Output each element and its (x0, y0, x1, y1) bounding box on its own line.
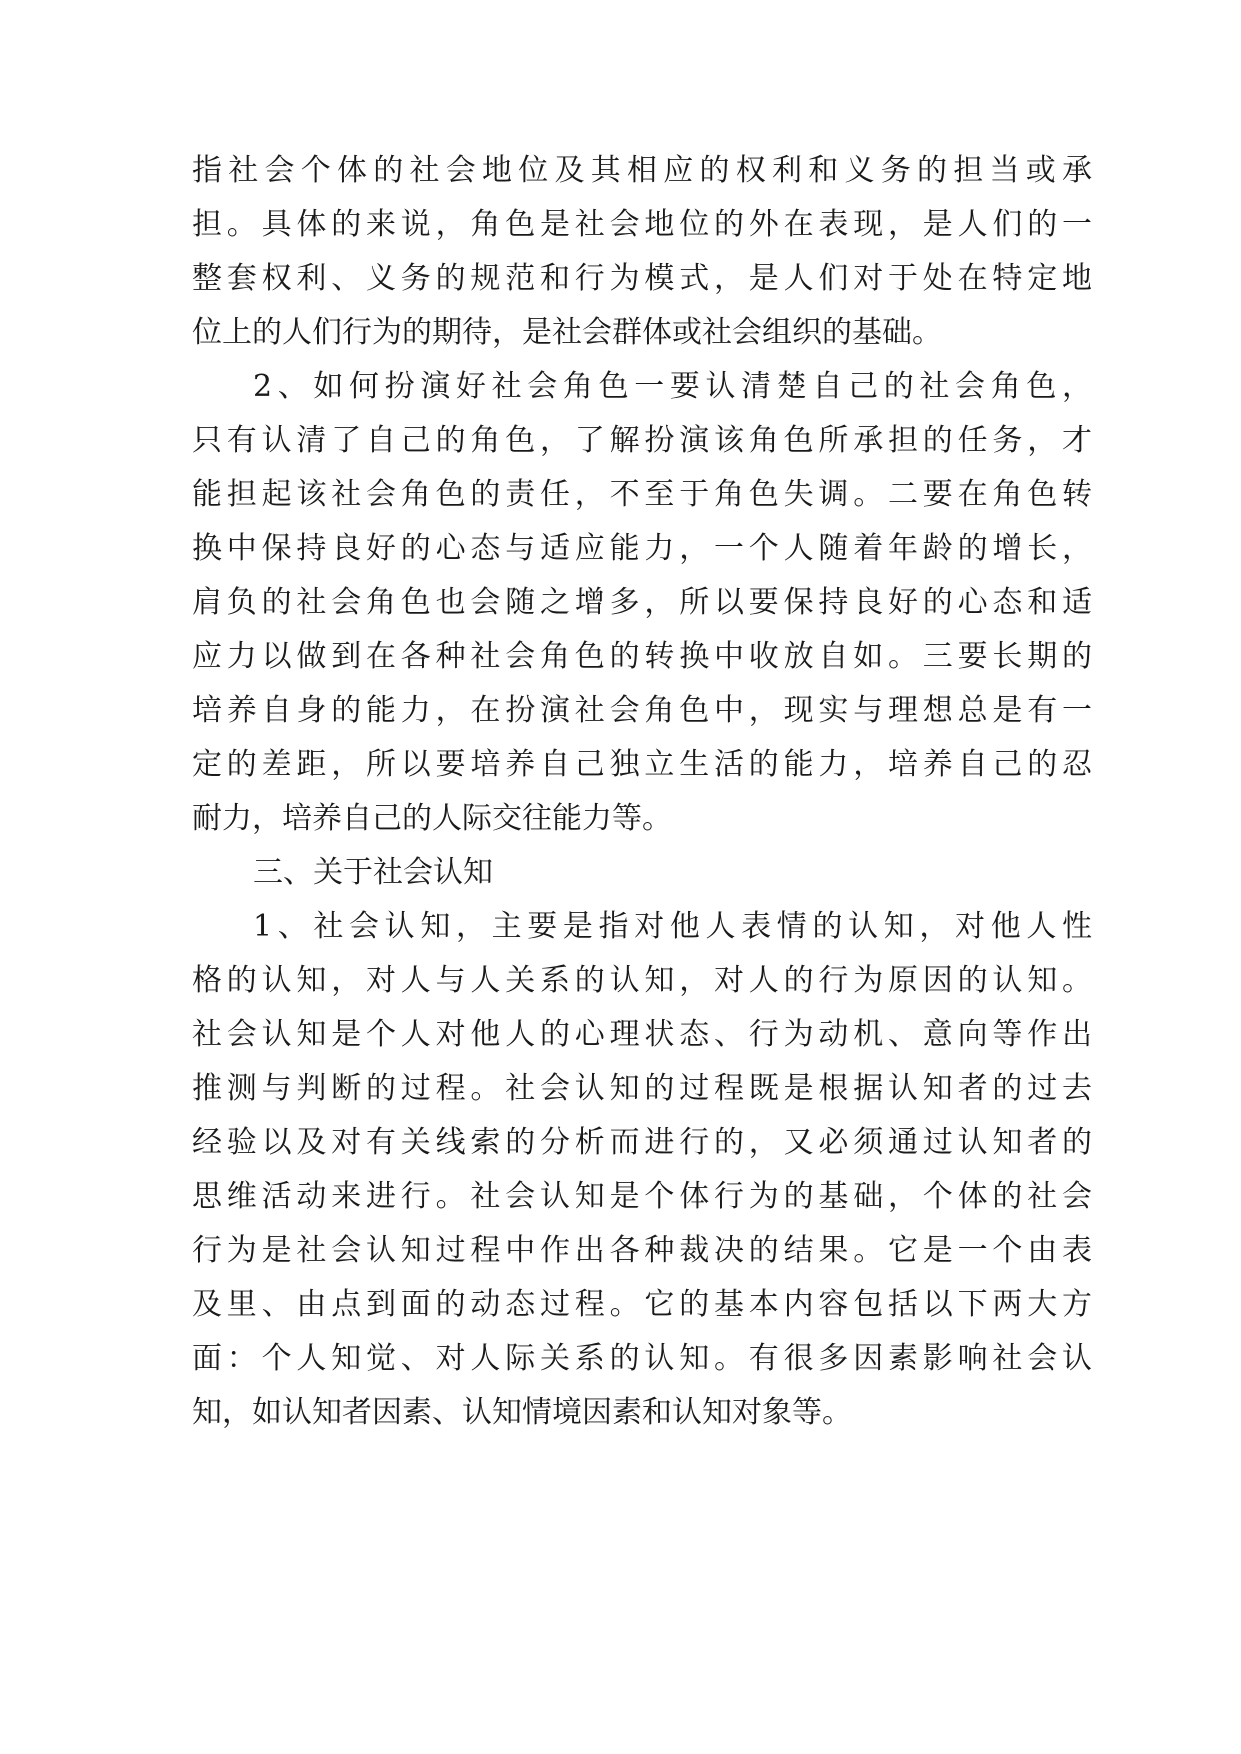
text-line: 培养自身的能力，在扮演社会角色中，现实与理想总是有一 (192, 693, 1092, 728)
text-line: 2、如何扮演好社会角色一要认清楚自己的社会角色， (253, 369, 1092, 404)
text-line: 能担起该社会角色的责任，不至于角色失调。二要在角色转 (192, 477, 1092, 512)
text-line: 思维活动来进行。社会认知是个体行为的基础，个体的社会 (192, 1179, 1092, 1214)
text-line: 知，如认知者因素、认知情境因素和认知对象等。 (192, 1395, 852, 1430)
text-line: 格的认知，对人与人关系的认知，对人的行为原因的认知。 (192, 963, 1092, 998)
text-line: 指社会个体的社会地位及其相应的权利和义务的担当或承 (192, 153, 1092, 188)
text-line: 应力以做到在各种社会角色的转换中收放自如。三要长期的 (192, 639, 1092, 674)
text-line: 推测与判断的过程。社会认知的过程既是根据认知者的过去 (192, 1071, 1092, 1106)
text-line: 肩负的社会角色也会随之增多，所以要保持良好的心态和适 (192, 585, 1092, 620)
text-line: 只有认清了自己的角色，了解扮演该角色所承担的任务，才 (192, 423, 1092, 458)
text-line: 经验以及对有关线索的分析而进行的，又必须通过认知者的 (192, 1125, 1092, 1160)
text-line: 位上的人们行为的期待，是社会群体或社会组织的基础。 (192, 315, 942, 350)
text-line: 行为是社会认知过程中作出各种裁决的结果。它是一个由表 (192, 1233, 1092, 1268)
text-line: 换中保持良好的心态与适应能力，一个人随着年龄的增长， (192, 531, 1092, 566)
text-line: 1、社会认知，主要是指对他人表情的认知，对他人性 (253, 909, 1092, 944)
text-line: 面：个人知觉、对人际关系的认知。有很多因素影响社会认 (192, 1341, 1092, 1376)
text-line: 定的差距，所以要培养自己独立生活的能力，培养自己的忍 (192, 747, 1092, 782)
text-line: 社会认知是个人对他人的心理状态、行为动机、意向等作出 (192, 1017, 1092, 1052)
section-heading: 三、关于社会认知 (253, 855, 493, 890)
text-line: 整套权利、义务的规范和行为模式，是人们对于处在特定地 (192, 261, 1092, 296)
text-line: 担。具体的来说，角色是社会地位的外在表现，是人们的一 (192, 207, 1092, 242)
text-line: 耐力，培养自己的人际交往能力等。 (192, 801, 672, 836)
text-line: 及里、由点到面的动态过程。它的基本内容包括以下两大方 (192, 1287, 1092, 1322)
